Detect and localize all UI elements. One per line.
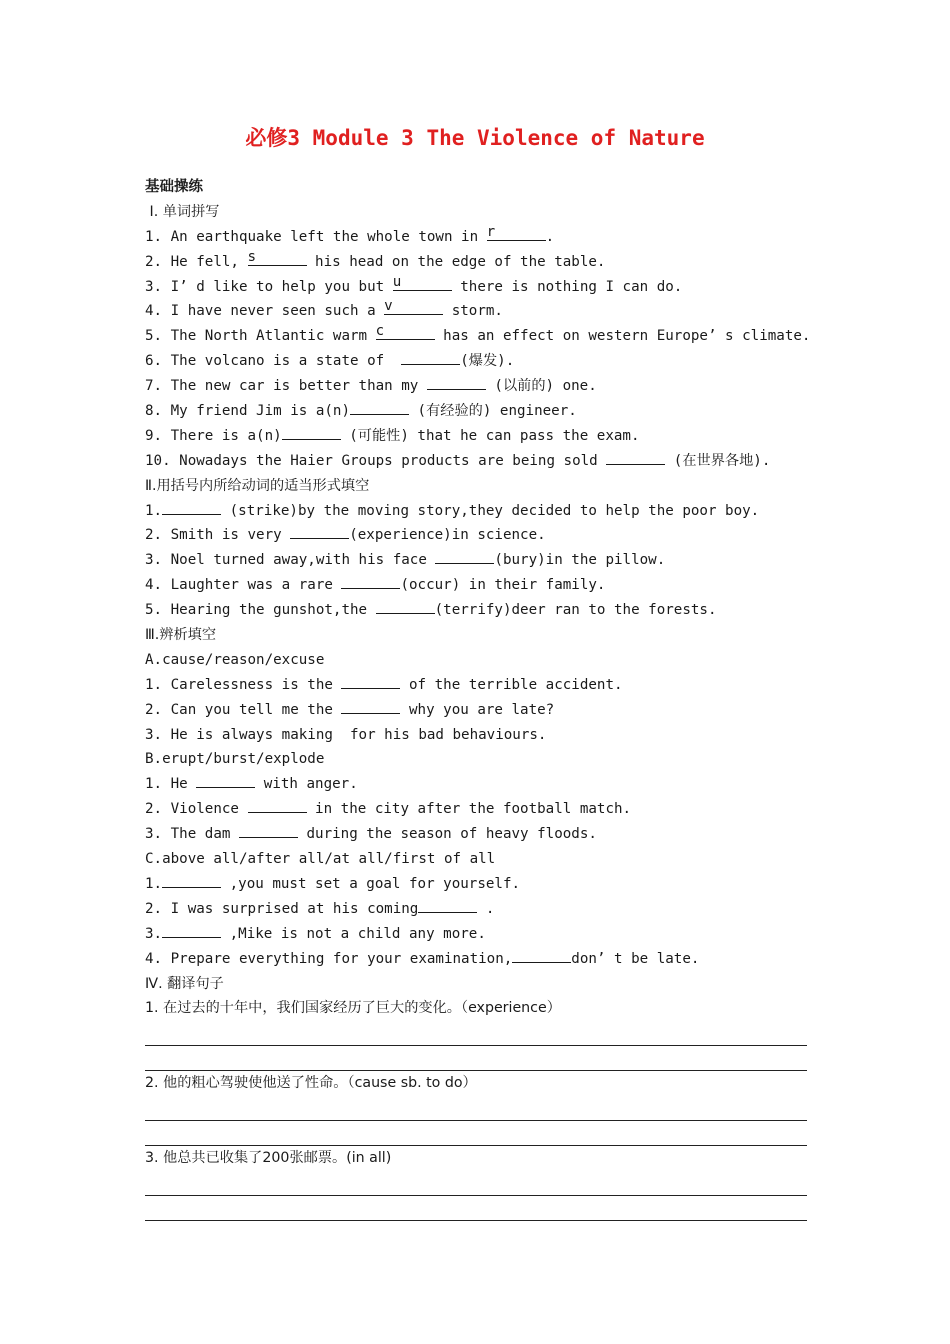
answer-blank[interactable] [282,425,341,440]
item-prefix: 3. Noel turned away,with his face [145,552,436,569]
exercise-item [145,772,815,797]
item-prefix: 1. [145,875,163,892]
part3-heading: Ⅲ.辨析填空 [145,627,217,644]
item-suffix: in the city after the football match. [306,801,632,818]
answer-line-gap [145,1196,815,1220]
exercise-item [145,548,815,573]
item-suffix: (bury)in the pillow. [494,552,666,569]
item-prefix: 8. My friend Jim is a(n) [145,403,350,420]
item-suffix: of the terrible accident. [400,676,623,693]
item-prefix: 5. The North Atlantic warm [145,328,376,345]
answer-blank[interactable] [401,350,460,365]
item-suffix: (terrify)deer ran to the forests. [434,602,717,619]
group-a-label: A.cause/reason/excuse [145,651,325,668]
item-prefix: 1. An earthquake left the whole town in [145,228,487,245]
item-suffix: his head on the edge of the table. [306,253,606,270]
answer-blank[interactable] [392,273,452,291]
item-prefix: 5. Hearing the gunshot,the [145,602,376,619]
part4-heading: Ⅳ. 翻译句子 [145,975,224,992]
item-suffix: (在世界各地). [665,452,771,469]
item-suffix: (爆发). [460,353,515,370]
exercise-item [145,922,815,947]
group-a-list [145,673,815,748]
hint-letter: s [247,248,257,265]
exercise-item [145,797,815,822]
exercise-item [145,822,815,847]
exercise-item [145,598,815,623]
exercise-item [145,723,815,748]
exercise-item [145,947,815,972]
answer-blank[interactable] [248,798,307,813]
item-suffix: (strike)by the moving story,they decided to help the poor boy. [221,502,760,519]
item-suffix: ,Mike is not a child any more. [221,925,486,942]
answer-blank[interactable] [247,248,307,266]
hint-letter: u [392,273,402,290]
answer-blank[interactable] [418,898,477,913]
answer-line-gap [145,1121,815,1145]
item-suffix: . [477,900,495,917]
answer-blank[interactable] [162,873,221,888]
item-suffix: (以前的) one. [485,378,597,395]
exercise-item [145,872,815,897]
item-suffix: ,you must set a goal for yourself. [221,875,521,892]
exercise-item [145,698,815,723]
answer-blank[interactable] [196,773,255,788]
exercise-item [145,225,815,250]
group-b-list [145,772,815,847]
answer-blank[interactable] [341,574,400,589]
exercise-item [145,374,815,399]
exercise-item [145,424,815,449]
item-suffix: . [545,228,555,245]
exercise-item [145,897,815,922]
item-prefix: 10. Nowadays the Haier Groups products are being sold [145,452,607,469]
item-prefix: 7. The new car is better than my [145,378,427,395]
item-prefix: 2. I was surprised at his coming [145,900,419,917]
answer-line-gap [145,1171,815,1195]
item-prefix: 1. Carelessness is the [145,676,342,693]
answer-line-gap [145,1096,815,1120]
answer-blank[interactable] [290,524,349,539]
answer-blank[interactable] [350,400,409,415]
item-prefix: 4. Prepare everything for your examination, [145,950,513,967]
item-prefix: 1. [145,502,163,519]
item-suffix: during the season of heavy floods. [297,826,597,843]
item-prefix: 2. Smith is very [145,527,291,544]
item-suffix: why you are late? [400,701,555,718]
answer-line-gap [145,1021,815,1045]
answer-blank[interactable] [162,923,221,938]
exercise-item [145,275,815,300]
exercise-item [145,673,815,698]
item-suffix: has an effect on western Europe’ s climate. [434,328,811,345]
item-prefix: 6. The volcano is a state of [145,353,402,370]
item-prefix: 3. [145,925,163,942]
item-prefix: 4. I have never seen such a [145,303,385,320]
item-prefix: 2. Violence [145,801,248,818]
item-prefix: 2. He fell, [145,253,248,270]
part4-list [145,996,815,1221]
worksheet-title: 必修3 Module 3 The Violence of Nature [245,126,705,150]
item-suffix: (experience)in science. [349,527,546,544]
answer-blank[interactable] [341,699,400,714]
item-suffix: there is nothing I can do. [451,278,683,295]
exercise-item [145,449,815,474]
exercise-item [145,324,815,349]
hint-letter: v [384,298,393,315]
translation-prompt: 1. 在过去的十年中，我们国家经历了巨大的变化。（experience） [145,1000,561,1017]
hint-letter: c [375,323,385,340]
exercise-item [145,299,815,324]
exercise-item [145,499,815,524]
group-b-label: B.erupt/burst/explode [145,751,325,768]
exercise-item [145,399,815,424]
answer-blank[interactable] [376,599,435,614]
translation-prompt: 2. 他的粗心驾驶使他送了性命。（cause sb. to do） [145,1075,477,1092]
answer-blank[interactable] [341,674,400,689]
group-c-label: C.above all/after all/at all/first of all [145,851,496,868]
part2-list [145,499,815,623]
item-suffix: (occur) in their family. [400,577,606,594]
item-suffix: don’ t be late. [571,950,700,967]
item-suffix: (有经验的) engineer. [409,403,577,420]
answer-blank[interactable] [239,823,298,838]
item-prefix: 4. Laughter was a rare [145,577,342,594]
group-c-list [145,872,815,972]
translation-prompt: 3. 他总共已收集了200张邮票。(in all) [145,1150,392,1167]
item-text: 3. He is always making for his bad behaviours. [145,726,547,743]
item-prefix: 1. He [145,776,197,793]
answer-blank[interactable] [384,300,443,315]
item-suffix: with anger. [255,776,358,793]
answer-blank[interactable] [435,549,494,564]
item-prefix: 3. I’ d like to help you but [145,278,393,295]
exercise-item [145,250,815,275]
answer-blank[interactable] [162,500,221,515]
exercise-item [145,349,815,374]
item-suffix: (可能性) that he can pass the exam. [340,427,640,444]
answer-blank[interactable] [512,948,571,963]
part1-list [145,225,815,474]
worksheet-content [145,175,815,1221]
answer-blank[interactable] [606,450,665,465]
section-title: 基础操练 [145,179,203,195]
answer-blank[interactable] [427,375,486,390]
item-prefix: 9. There is a(n) [145,427,282,444]
exercise-item [145,573,815,598]
exercise-item [145,523,815,548]
part2-heading: Ⅱ.用括号内所给动词的适当形式填空 [145,477,370,494]
hint-letter: r [486,223,496,240]
answer-blank[interactable] [376,325,435,340]
answer-line[interactable] [145,1220,807,1221]
item-suffix: storm. [443,303,503,320]
item-prefix: 2. Can you tell me the [145,701,342,718]
item-prefix: 3. The dam [145,826,239,843]
answer-blank[interactable] [486,223,546,241]
answer-line-gap [145,1046,815,1070]
part1-heading: Ⅰ. 单词拼写 [145,203,220,220]
